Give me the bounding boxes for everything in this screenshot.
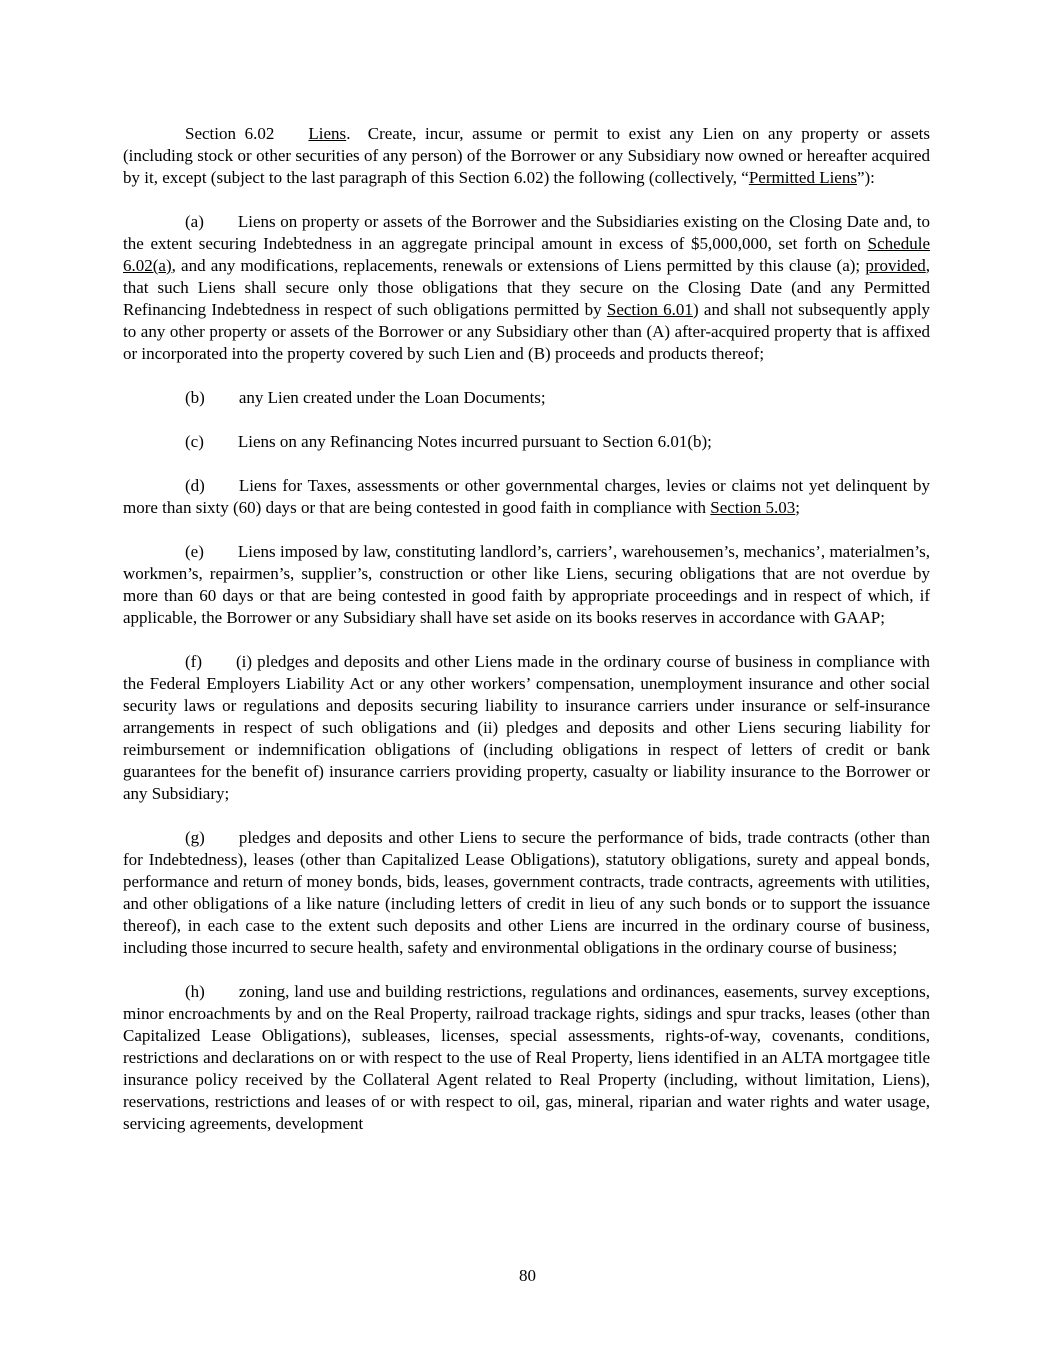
text-run: (b) bbox=[185, 388, 205, 407]
paragraph-clause-g bbox=[123, 827, 930, 959]
paragraph-clause-c bbox=[123, 431, 930, 453]
text-run: (e) bbox=[185, 542, 204, 561]
text-run: (g) bbox=[185, 828, 205, 847]
text-run: ; bbox=[795, 498, 801, 517]
text-run: . Create, incur, assume or permit to exist any Lien on any property or assets (including stock or other securities of any person) of the Borrower or any Subsidiary now owned or hereafter acquired by it, except (subject to the last paragraph of this Section 6.02) the following (collectively, “ bbox=[123, 124, 930, 187]
text-run: zoning, land use and building restrictions, regulations and ordinances, easements, survey exceptions, minor encroachments by and on the Real Property, railroad trackage rights, sidings and spur tracks, leases (other than Capitalized Lease Obligations), subleases, licenses, special assessments, rights-of-way, covenants, conditions, restrictions and declarations on or with respect to the use of Real Property, liens identified in an ALTA mortgagee title insurance policy received by the Collateral Agent related to Real Property (including, without limitation, Liens), reservations, restrictions and leases of or with respect to oil, gas, mineral, riparian and water rights and water usage, servicing agreements, development bbox=[123, 982, 930, 1133]
paragraph-clause-h bbox=[123, 981, 930, 1135]
paragraph-clause-a bbox=[123, 211, 930, 365]
underlined-reference: Schedule 6.02(a) bbox=[123, 234, 930, 275]
underlined-reference: Permitted Liens bbox=[748, 168, 857, 187]
text-run: Liens for Taxes, assessments or other governmental charges, levies or claims not yet delinquent by more than sixty (60) days or that are being contested in good faith in compliance with bbox=[123, 476, 930, 517]
page-number: 80 bbox=[519, 1266, 536, 1285]
paragraph-clause-f bbox=[123, 651, 930, 805]
text-run: (a) bbox=[185, 212, 204, 231]
paragraph-section-6-02-intro bbox=[123, 123, 930, 189]
text-run: (i) pledges and deposits and other Liens made in the ordinary course of business in compliance with the Federal Employers Liability Act or any other workers’ compensation, unemployment insurance and other social security laws or regulations and deposits securing liability to insurance carriers under insurance or self-insurance arrangements in respect of such obligations and (ii) pledges and deposits and other Liens securing liability for reimbursement or indemnification obligations of (including obligations in respect of letters of credit or bank guarantees for the benefit of) insurance carriers providing property, casualty or liability insurance to the Borrower or any Subsidiary; bbox=[123, 652, 930, 803]
text-run: , that such Liens shall secure only those obligations that they secure on the Closing Date (and any Permitted Refinancing Indebtedness in respect of such obligations permitted by bbox=[123, 256, 930, 319]
underlined-reference: Section 6.01 bbox=[606, 300, 693, 319]
paragraph-clause-e bbox=[123, 541, 930, 629]
paragraph-clause-b bbox=[123, 387, 930, 409]
text-run: , and any modifications, replacements, renewals or extensions of Liens permitted by this clause (a); bbox=[171, 256, 866, 275]
text-run: any Lien created under the Loan Documents; bbox=[238, 388, 546, 407]
document-body bbox=[123, 123, 930, 1135]
underlined-reference: provided bbox=[865, 256, 926, 275]
underlined-reference: Liens bbox=[308, 124, 347, 143]
paragraph-clause-d bbox=[123, 475, 930, 519]
text-run: Liens on any Refinancing Notes incurred pursuant to Section 6.01(b); bbox=[237, 432, 712, 451]
text-run: (c) bbox=[185, 432, 204, 451]
text-run: (h) bbox=[185, 982, 205, 1001]
underlined-reference: Section 5.03 bbox=[710, 498, 796, 517]
text-run: Liens imposed by law, constituting landlord’s, carriers’, warehousemen’s, mechanics’, materialmen’s, workmen’s, repairmen’s, supplier’s, construction or other like Liens, securing obligations that are not overdue by more than 60 days or that are being contested in good faith by appropriate proceedings and in respect of which, if applicable, the Borrower or any Subsidiary shall have set aside on its books reserves in accordance with GAAP; bbox=[123, 542, 930, 627]
text-run: (f) bbox=[185, 652, 202, 671]
text-run: Liens on property or assets of the Borrower and the Subsidiaries existing on the Closing Date and, to the extent securing Indebtedness in an aggregate principal amount in excess of $5,000,000, set forth on bbox=[123, 212, 930, 253]
text-run: Section 6.02 bbox=[185, 124, 275, 143]
text-run: ”): bbox=[856, 168, 875, 187]
text-run: ) and shall not subsequently apply to any other property or assets of the Borrower or any Subsidiary other than (A) after-acquired property that is affixed or incorporated into the property covered by such Lien and (B) proceeds and products thereof; bbox=[123, 300, 930, 363]
text-run: (d) bbox=[185, 476, 205, 495]
text-run: pledges and deposits and other Liens to secure the performance of bids, trade contracts (other than for Indebtedness), leases (other than Capitalized Lease Obligations), statutory obligations, surety and appeal bonds, performance and return of money bonds, bids, leases, government contracts, trade contracts, agreements with utilities, and other obligations of a like nature (including letters of credit in lieu of any such bonds or to support the issuance thereof), in each case to the extent such deposits and other Liens are incurred in the ordinary course of business, including those incurred to secure health, safety and environmental obligations in the ordinary course of business; bbox=[123, 828, 930, 957]
